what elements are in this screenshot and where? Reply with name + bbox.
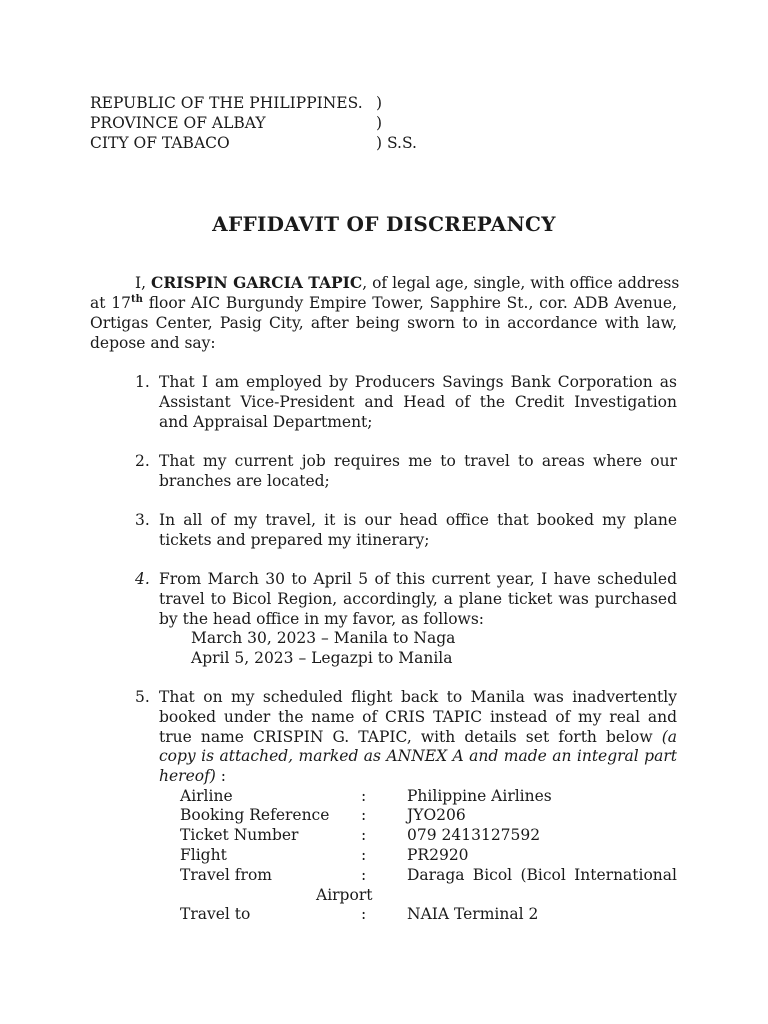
detail-airline-colon: : [361,787,367,805]
intro-line-1: I, CRISPIN GARCIA TAPIC, of legal age, single, with office address [135,273,680,292]
detail-flight-colon: : [361,846,367,864]
caption-province: PROVINCE OF ALBAY [90,114,266,132]
item-5-line-4: copy is attached, marked as ANNEX A and made an integral part [159,747,677,765]
item-4-number: 4. [135,570,150,588]
detail-booking-colon: : [361,806,367,824]
detail-airline-value: Philippine Airlines [407,787,552,805]
detail-from-colon: : [361,866,367,884]
item-5-line-3: true name CRISPIN G. TAPIC, with details set forth below (a [159,728,677,746]
caption-paren-1: ) [376,94,383,112]
item-2-number: 2. [135,452,150,470]
item-5-line-1: That on my scheduled flight back to Manila was inadvertently [159,688,677,706]
item-1-line-1: That I am employed by Producers Savings Bank Corporation as [159,373,677,391]
item-2-line-2: branches are located; [159,472,330,490]
caption-ss: ) S.S. [376,134,417,152]
intro-line-3: Ortigas Center, Pasig City, after being sworn to in accordance with law, [90,314,677,332]
detail-flight-label: Flight [180,846,227,864]
item-1-number: 1. [135,373,150,391]
item-4-line-1: From March 30 to April 5 of this current year, I have scheduled [159,570,677,588]
item-3-line-1: In all of my travel, it is our head office that booked my plane [159,511,677,529]
detail-ticket-colon: : [361,826,367,844]
detail-flight-value: PR2920 [407,846,469,864]
item-5-line-2: booked under the name of CRIS TAPIC instead of my real and [159,708,677,726]
affiant-name: CRISPIN GARCIA TAPIC [150,273,363,292]
item-5-line-5: hereof) : [159,767,227,785]
item-4-flight-2: April 5, 2023 – Legazpi to Manila [191,649,453,667]
caption-city: CITY OF TABACO [90,134,230,152]
caption-paren-2: ) [376,114,383,132]
detail-from-value-cont: Airport [316,886,373,904]
detail-to-label: Travel to [180,905,251,923]
detail-to-colon: : [361,905,367,923]
item-4-line-2: travel to Bicol Region, accordingly, a plane ticket was purchased [159,590,677,608]
item-2-line-1: That my current job requires me to travel to areas where our [159,452,677,470]
detail-booking-label: Booking Reference [180,806,330,824]
detail-ticket-value: 079 2413127592 [407,826,541,844]
detail-from-label: Travel from [180,866,272,884]
item-4-line-3: by the head office in my favor, as follows: [159,610,485,628]
intro-line-4: depose and say: [90,334,216,352]
detail-from-value: Daraga Bicol (Bicol International [407,866,677,884]
item-5-number: 5. [135,688,150,706]
caption-republic: REPUBLIC OF THE PHILIPPINES. [90,94,363,112]
document-title: AFFIDAVIT OF DISCREPANCY [212,212,556,236]
detail-airline-label: Airline [180,787,233,805]
detail-booking-value: JYO206 [407,806,466,824]
detail-ticket-label: Ticket Number [180,826,299,844]
intro-line-2: at 17th floor AIC Burgundy Empire Tower, Sapphire St., cor. ADB Avenue, [90,293,677,312]
item-3-line-2: tickets and prepared my itinerary; [159,531,430,549]
item-3-number: 3. [135,511,150,529]
detail-to-value: NAIA Terminal 2 [407,905,539,923]
item-1-line-3: and Appraisal Department; [159,413,373,431]
item-4-flight-1: March 30, 2023 – Manila to Naga [191,629,456,647]
item-1-line-2: Assistant Vice-President and Head of the Credit Investigation [159,393,677,411]
